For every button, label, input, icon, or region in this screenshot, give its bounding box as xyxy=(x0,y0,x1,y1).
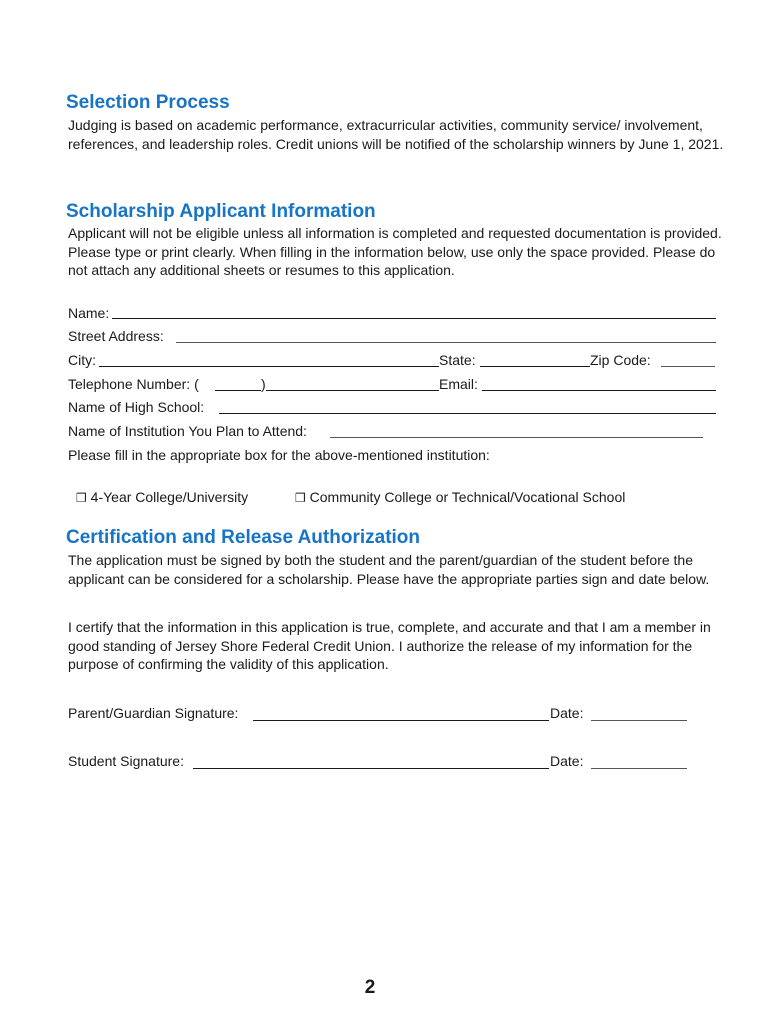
certification-text: The application must be signed by both the student and the parent/guardian of the student before the applicant can be considered for a scholarship. Please have the appropriate parties sign and date below. xyxy=(68,552,710,587)
parent-signature-field[interactable] xyxy=(253,720,549,721)
zip-code-field[interactable] xyxy=(661,366,715,367)
four-year-label: 4-Year College/University xyxy=(90,489,249,505)
four-year-option[interactable] xyxy=(76,488,248,507)
city-label: City: xyxy=(68,352,96,368)
selection-process-text: Judging is based on academic performance, extracurricular activities, community service/ involvement, references, and leadership roles. Credit unions will be notified of the scholarship winners by June 1, 2021. xyxy=(68,117,724,152)
street-address-field[interactable] xyxy=(176,342,716,343)
area-code-field[interactable] xyxy=(215,390,261,391)
city-field[interactable] xyxy=(99,366,439,367)
email-field[interactable] xyxy=(482,390,716,391)
telephone-label: Telephone Number: ( xyxy=(68,376,199,392)
student-date-label: Date: xyxy=(550,753,584,769)
institution-label: Name of Institution You Plan to Attend: xyxy=(68,423,307,439)
community-college-label: Community College or Technical/Vocational School xyxy=(309,489,626,505)
telephone-field[interactable] xyxy=(266,390,439,391)
student-signature-label: Student Signature: xyxy=(68,753,184,769)
parent-signature-label: Parent/Guardian Signature: xyxy=(68,705,239,721)
institution-field[interactable] xyxy=(330,437,703,438)
state-field[interactable] xyxy=(480,366,590,367)
telephone-paren: ) xyxy=(261,376,266,392)
parent-date-field[interactable] xyxy=(591,720,687,721)
email-label: Email: xyxy=(439,376,478,392)
state-label: State: xyxy=(439,352,476,368)
certify-statement: I certify that the information in this application is true, complete, and accurate and that I am a member in good standing of Jersey Shore Federal Credit Union. I authorize the release of my information for the purpose of confirming the validity of this application. xyxy=(68,619,711,673)
page-number: 2 xyxy=(364,977,376,998)
fill-instruction: Please fill in the appropriate box for the above-mentioned institution: xyxy=(68,447,490,463)
parent-date-label: Date: xyxy=(550,705,584,721)
high-school-label: Name of High School: xyxy=(68,399,205,415)
checkbox-icon[interactable]: ❒ xyxy=(76,491,87,505)
applicant-info-heading: Scholarship Applicant Information xyxy=(66,201,376,222)
high-school-field[interactable] xyxy=(219,413,716,414)
student-date-field[interactable] xyxy=(591,768,687,769)
street-address-label: Street Address: xyxy=(68,328,164,344)
student-signature-field[interactable] xyxy=(193,768,549,769)
community-college-option[interactable] xyxy=(295,488,625,507)
name-field[interactable] xyxy=(112,318,716,319)
selection-process-heading: Selection Process xyxy=(66,92,230,113)
name-label: Name: xyxy=(68,305,110,321)
certification-heading: Certification and Release Authorization xyxy=(66,527,421,548)
applicant-info-text: Applicant will not be eligible unless all information is completed and requested documentation is provided. Please type or print clearly. When filling in the information below, use only the space provided. Please do not attach any additional sheets or resumes to this application. xyxy=(68,225,722,279)
zip-code-label: Zip Code: xyxy=(590,352,651,368)
checkbox-icon[interactable]: ❒ xyxy=(295,491,306,505)
